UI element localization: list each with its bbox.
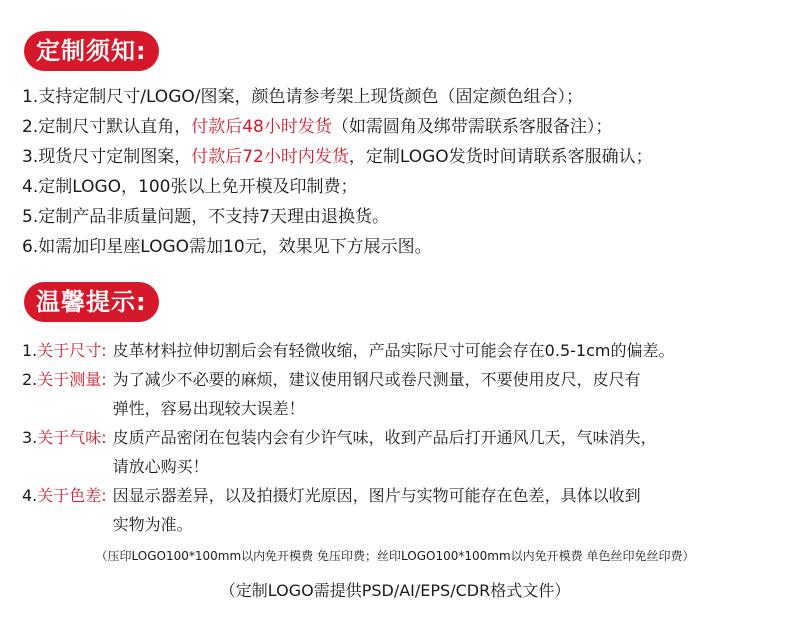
tip-body	[107, 423, 790, 481]
notice-item-2	[22, 112, 782, 142]
tip-line: 因显示器差异，以及拍摄灯光原因，图片与实物可能存在色差，具体以收到	[112, 486, 641, 505]
tip-line: 为了减少不必要的麻烦，建议使用钢尺或卷尺测量，不要使用皮尺，皮尺有	[112, 370, 641, 389]
tip-line: 皮革材料拉伸切割后会有轻微收缩，产品实际尺寸可能会存在0.5-1cm的偏差。	[112, 341, 675, 360]
notice-item-3-note: ，定制LOGO发货时间请联系客服确认；	[348, 147, 653, 167]
tip-key: 关于测量:	[37, 370, 107, 389]
custom-notice-list	[22, 82, 782, 262]
section-title-warm-tips: 温馨提示:	[24, 282, 159, 322]
tip-label	[22, 423, 107, 481]
tip-body	[107, 365, 790, 423]
tip-measure	[22, 365, 790, 423]
tip-label	[22, 336, 107, 365]
tip-number: 2.	[22, 370, 38, 389]
notice-item-2-text: 2.定制尺寸默认直角，	[22, 117, 192, 137]
notice-item-4: 4.定制LOGO，100张以上免开模及印制费；	[22, 177, 358, 197]
notice-item-1: 1.支持定制尺寸/LOGO/图案，颜色请参考架上现货颜色（固定颜色组合）；	[22, 87, 583, 107]
notice-item-3	[22, 142, 782, 172]
tip-label	[22, 365, 107, 423]
tip-number: 3.	[22, 428, 38, 447]
tip-smell	[22, 423, 790, 481]
tip-line: 弹性，容易出现较大误差！	[112, 399, 305, 418]
tip-key: 关于色差:	[37, 486, 107, 505]
tip-body	[107, 481, 790, 539]
notice-item-3-text: 3.现货尺寸定制图案，	[22, 147, 192, 167]
tip-number: 1.	[22, 341, 38, 360]
tip-label	[22, 481, 107, 539]
tip-key: 关于尺寸:	[37, 341, 107, 360]
notice-item-2-note: （如需圆角及绑带需联系客服备注）；	[331, 117, 613, 137]
tip-line: 实物为准。	[112, 515, 193, 534]
tip-key: 关于气味:	[37, 428, 107, 447]
warm-tips-list	[22, 336, 790, 539]
tip-color	[22, 481, 790, 539]
notice-item-3-highlight: 付款后72小时内发货	[191, 147, 349, 167]
notice-item-5: 5.定制产品非质量问题，不支持7天理由退换货。	[22, 207, 390, 227]
section-title-custom-notice: 定制须知:	[24, 31, 159, 71]
tip-size	[22, 336, 790, 365]
tip-line: 皮质产品密闭在包装内会有少许气味，收到产品后打开通风几天，气味消失，	[112, 428, 657, 447]
tip-number: 4.	[22, 486, 38, 505]
tip-body	[107, 336, 790, 365]
footnote-printing-fees: （压印LOGO100*100mm以内免开模费 免压印费；丝印LOGO100*100mm以内免开模费 单色丝印免丝印费）	[95, 549, 695, 563]
notice-item-2-highlight: 付款后48小时发货	[191, 117, 332, 137]
tip-line: 请放心购买！	[112, 457, 209, 476]
notice-item-6: 6.如需加印星座LOGO需加10元，效果见下方展示图。	[22, 237, 432, 257]
footnote-file-formats: （定制LOGO需提供PSD/AI/EPS/CDR格式文件）	[219, 581, 571, 600]
